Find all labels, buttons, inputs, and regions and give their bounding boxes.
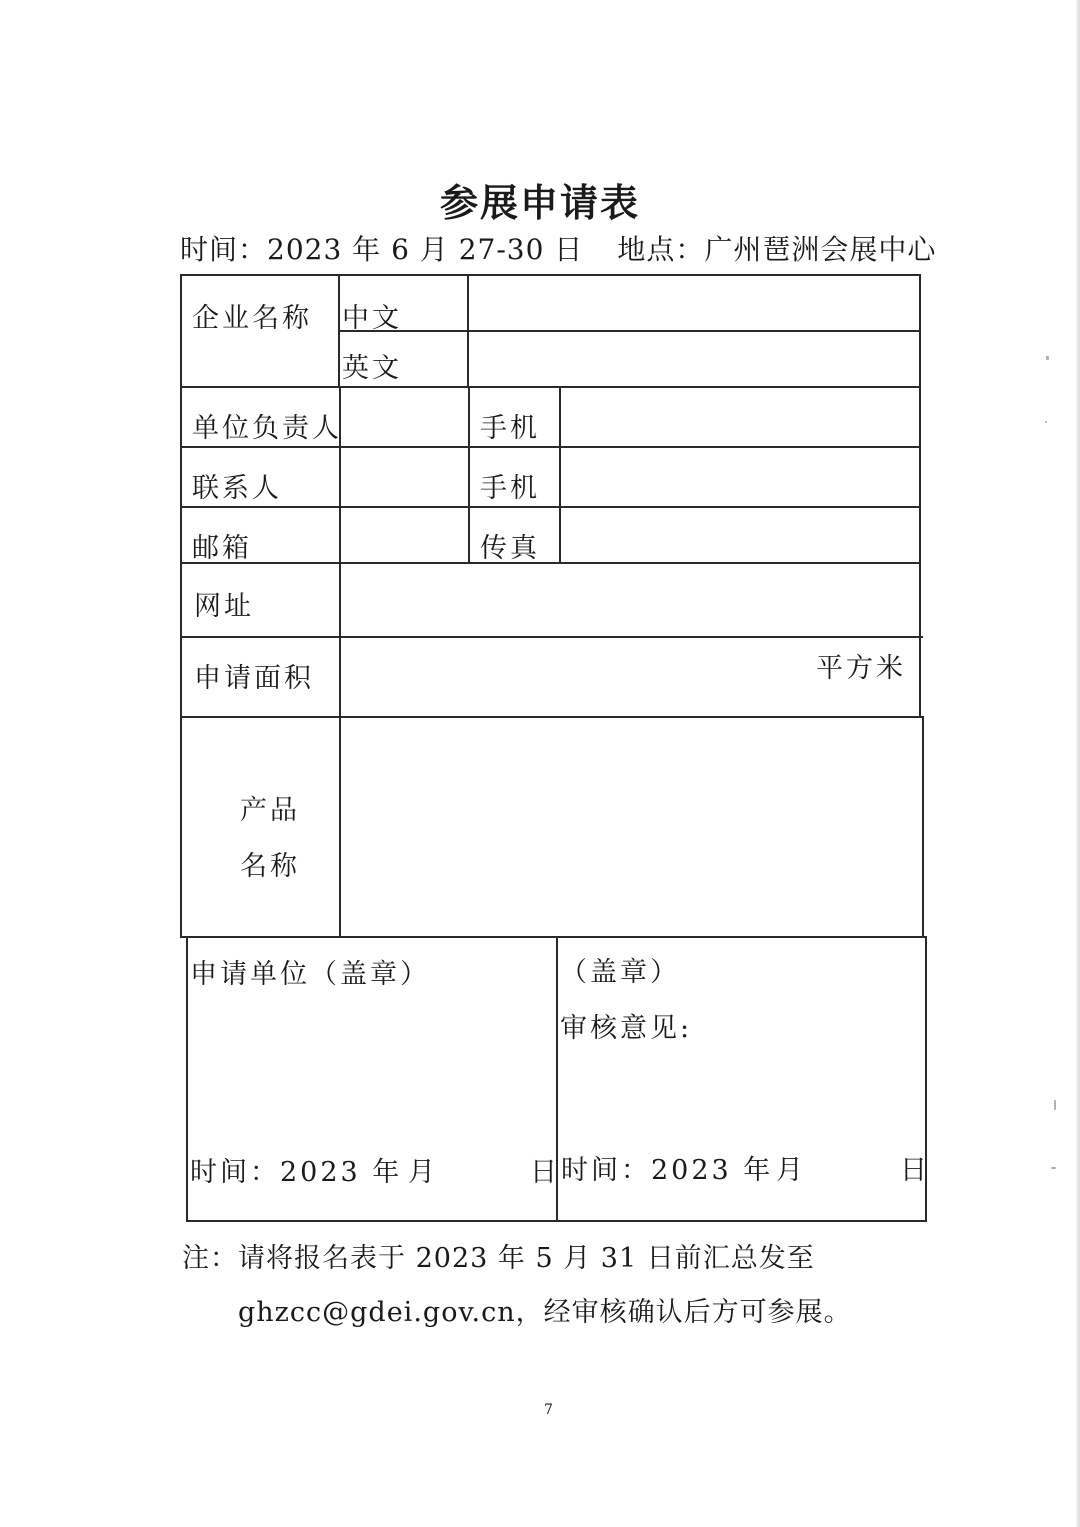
- application-table: [180, 274, 930, 1222]
- table-line: [339, 386, 341, 938]
- english-label: 英文: [342, 353, 402, 384]
- mobile-label: 手机: [480, 413, 540, 444]
- time-label: 时间：: [180, 233, 268, 266]
- table-line: [186, 936, 188, 1222]
- company-name-label: 企业名称: [192, 303, 312, 334]
- applicant-seal-label: 申请单位（盖章）: [190, 959, 430, 990]
- review-opinion-label: 审核意见:: [560, 1013, 693, 1044]
- product-label-line1: 产品: [240, 795, 300, 826]
- product-label-line2: 名称: [240, 851, 300, 882]
- table-line: [180, 636, 923, 638]
- chinese-label: 中文: [342, 303, 402, 334]
- note-line-2: ghzcc@gdei.gov.cn，经审核确认后方可参展。: [238, 1297, 852, 1328]
- table-line: [180, 274, 921, 276]
- table-line: [338, 330, 921, 332]
- applicant-day: 日: [530, 1157, 560, 1188]
- page-edge: [1076, 0, 1080, 1527]
- table-line: [180, 386, 921, 388]
- table-line: [919, 274, 921, 718]
- fax-label: 传真: [480, 533, 540, 564]
- review-month: 月: [776, 1155, 806, 1186]
- note-line-1: 注：请将报名表于 2023 年 5 月 31 日前汇总发至: [182, 1243, 815, 1274]
- table-line: [468, 386, 470, 563]
- table-line: [467, 274, 469, 387]
- website-label: 网址: [194, 591, 254, 622]
- page-number: 7: [544, 1402, 553, 1418]
- contact-label: 联系人: [192, 473, 282, 504]
- form-title: 参展申请表: [439, 180, 640, 225]
- reviewer-seal-label: （盖章）: [560, 957, 680, 988]
- mobile-label-2: 手机: [480, 473, 540, 504]
- unit-head-label: 单位负责人: [192, 413, 342, 444]
- table-line: [338, 274, 340, 387]
- table-line: [180, 562, 921, 564]
- area-label: 申请面积: [194, 663, 314, 694]
- scan-speck: [1054, 1100, 1056, 1110]
- scan-speck: [1051, 1167, 1056, 1169]
- review-date: 时间：2023 年: [561, 1155, 774, 1186]
- table-line: [180, 716, 924, 718]
- table-line: [180, 506, 921, 508]
- event-info: [180, 228, 937, 268]
- place-label: 地点：: [617, 233, 705, 266]
- table-line: [182, 936, 926, 938]
- review-day: 日: [900, 1155, 930, 1186]
- scan-speck: [1046, 356, 1049, 360]
- table-line: [180, 274, 182, 938]
- table-line: [559, 386, 561, 563]
- table-line: [922, 716, 924, 938]
- place-value: 广州琶洲会展中心: [704, 233, 937, 266]
- table-line: [180, 446, 921, 448]
- scan-speck: [1045, 421, 1047, 423]
- area-unit: 平方米: [816, 653, 906, 684]
- email-label: 邮箱: [192, 533, 252, 564]
- time-value: 2023 年 6 月 27-30 日: [267, 233, 584, 266]
- applicant-month: 月: [408, 1157, 438, 1188]
- applicant-date: 时间：2023 年: [190, 1157, 403, 1188]
